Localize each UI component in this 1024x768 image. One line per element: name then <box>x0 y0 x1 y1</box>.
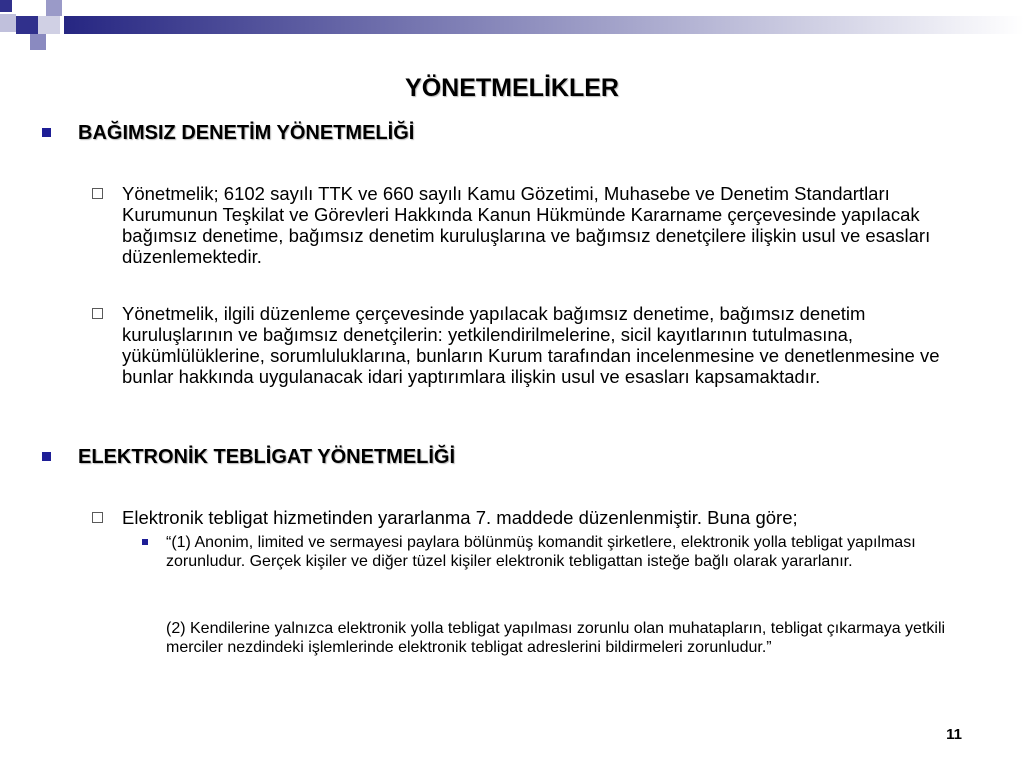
small-square-bullet-icon <box>142 539 148 545</box>
quote-continuation <box>166 619 966 657</box>
section-heading-bagimsiz-denetim <box>78 122 978 145</box>
page-number: 11 <box>946 726 962 743</box>
square-bullet-icon <box>42 128 51 137</box>
section-heading-text: ELEKTRONİK TEBLİGAT YÖNETMELİĞİ <box>78 446 456 468</box>
quote-item <box>166 533 966 571</box>
list-item <box>122 303 972 387</box>
list-item-text: Elektronik tebligat hizmetinden yararlanma 7. maddede düzenlenmiştir. Buna göre; <box>122 507 798 528</box>
quote-text: “(1) Anonim, limited ve sermayesi paylara bölünmüş komandit şirketlere, elektronik yolla tebligat yapılması zorunludur. Gerçek kişiler ve diğer tüzel kişiler elektronik tebligattan isteğe bağlı olarak yararlanır. <box>166 534 916 570</box>
quote-text: (2) Kendilerine yalnızca elektronik yolla tebligat yapılması zorunlu olan muhatapların, tebligat çıkarmaya yetkili merciler nezdindeki işlemlerinde elektronik tebligat adreslerini bildirmeleri zorunludur.” <box>166 620 946 656</box>
slide-title: YÖNETMELİKLER <box>405 74 619 102</box>
hollow-square-bullet-icon <box>92 512 103 523</box>
hollow-square-bullet-icon <box>92 308 103 319</box>
list-item-text: Yönetmelik; 6102 sayılı TTK ve 660 sayılı Kamu Gözetimi, Muhasebe ve Denetim Standartları Kurumunun Teşkilat ve Görevleri Hakkında Kanun Hükmünde Kararname çerçevesinde yapılacak bağımsız denetime, bağımsız denetim kuruluşlarına ve bağımsız denetçilere ilişkin usul ve esasları düzenlemektedir. <box>122 183 931 267</box>
hollow-square-bullet-icon <box>92 188 103 199</box>
section-heading-elektronik-tebligat <box>78 446 978 469</box>
list-item-text: Yönetmelik, ilgili düzenleme çerçevesinde yapılacak bağımsız denetime, bağımsız denetim kuruluşlarının ve bağımsız denetçilerin: yetkilendirilmelerine, sicil kayıtlarının tutulmasına, yükümlülüklerine, sorumluluklarına, bunların Kurum tarafından incelenmesine ve denetlenmesine ve bunlar hakkında uygulanacak idari yaptırımlara ilişkin usul ve esasları kapsamaktadır. <box>122 303 940 387</box>
square-bullet-icon <box>42 452 51 461</box>
section-heading-text: BAĞIMSIZ DENETİM YÖNETMELİĞİ <box>78 122 415 144</box>
header-decoration <box>0 0 1024 64</box>
list-item <box>122 507 972 528</box>
list-item <box>122 183 972 267</box>
